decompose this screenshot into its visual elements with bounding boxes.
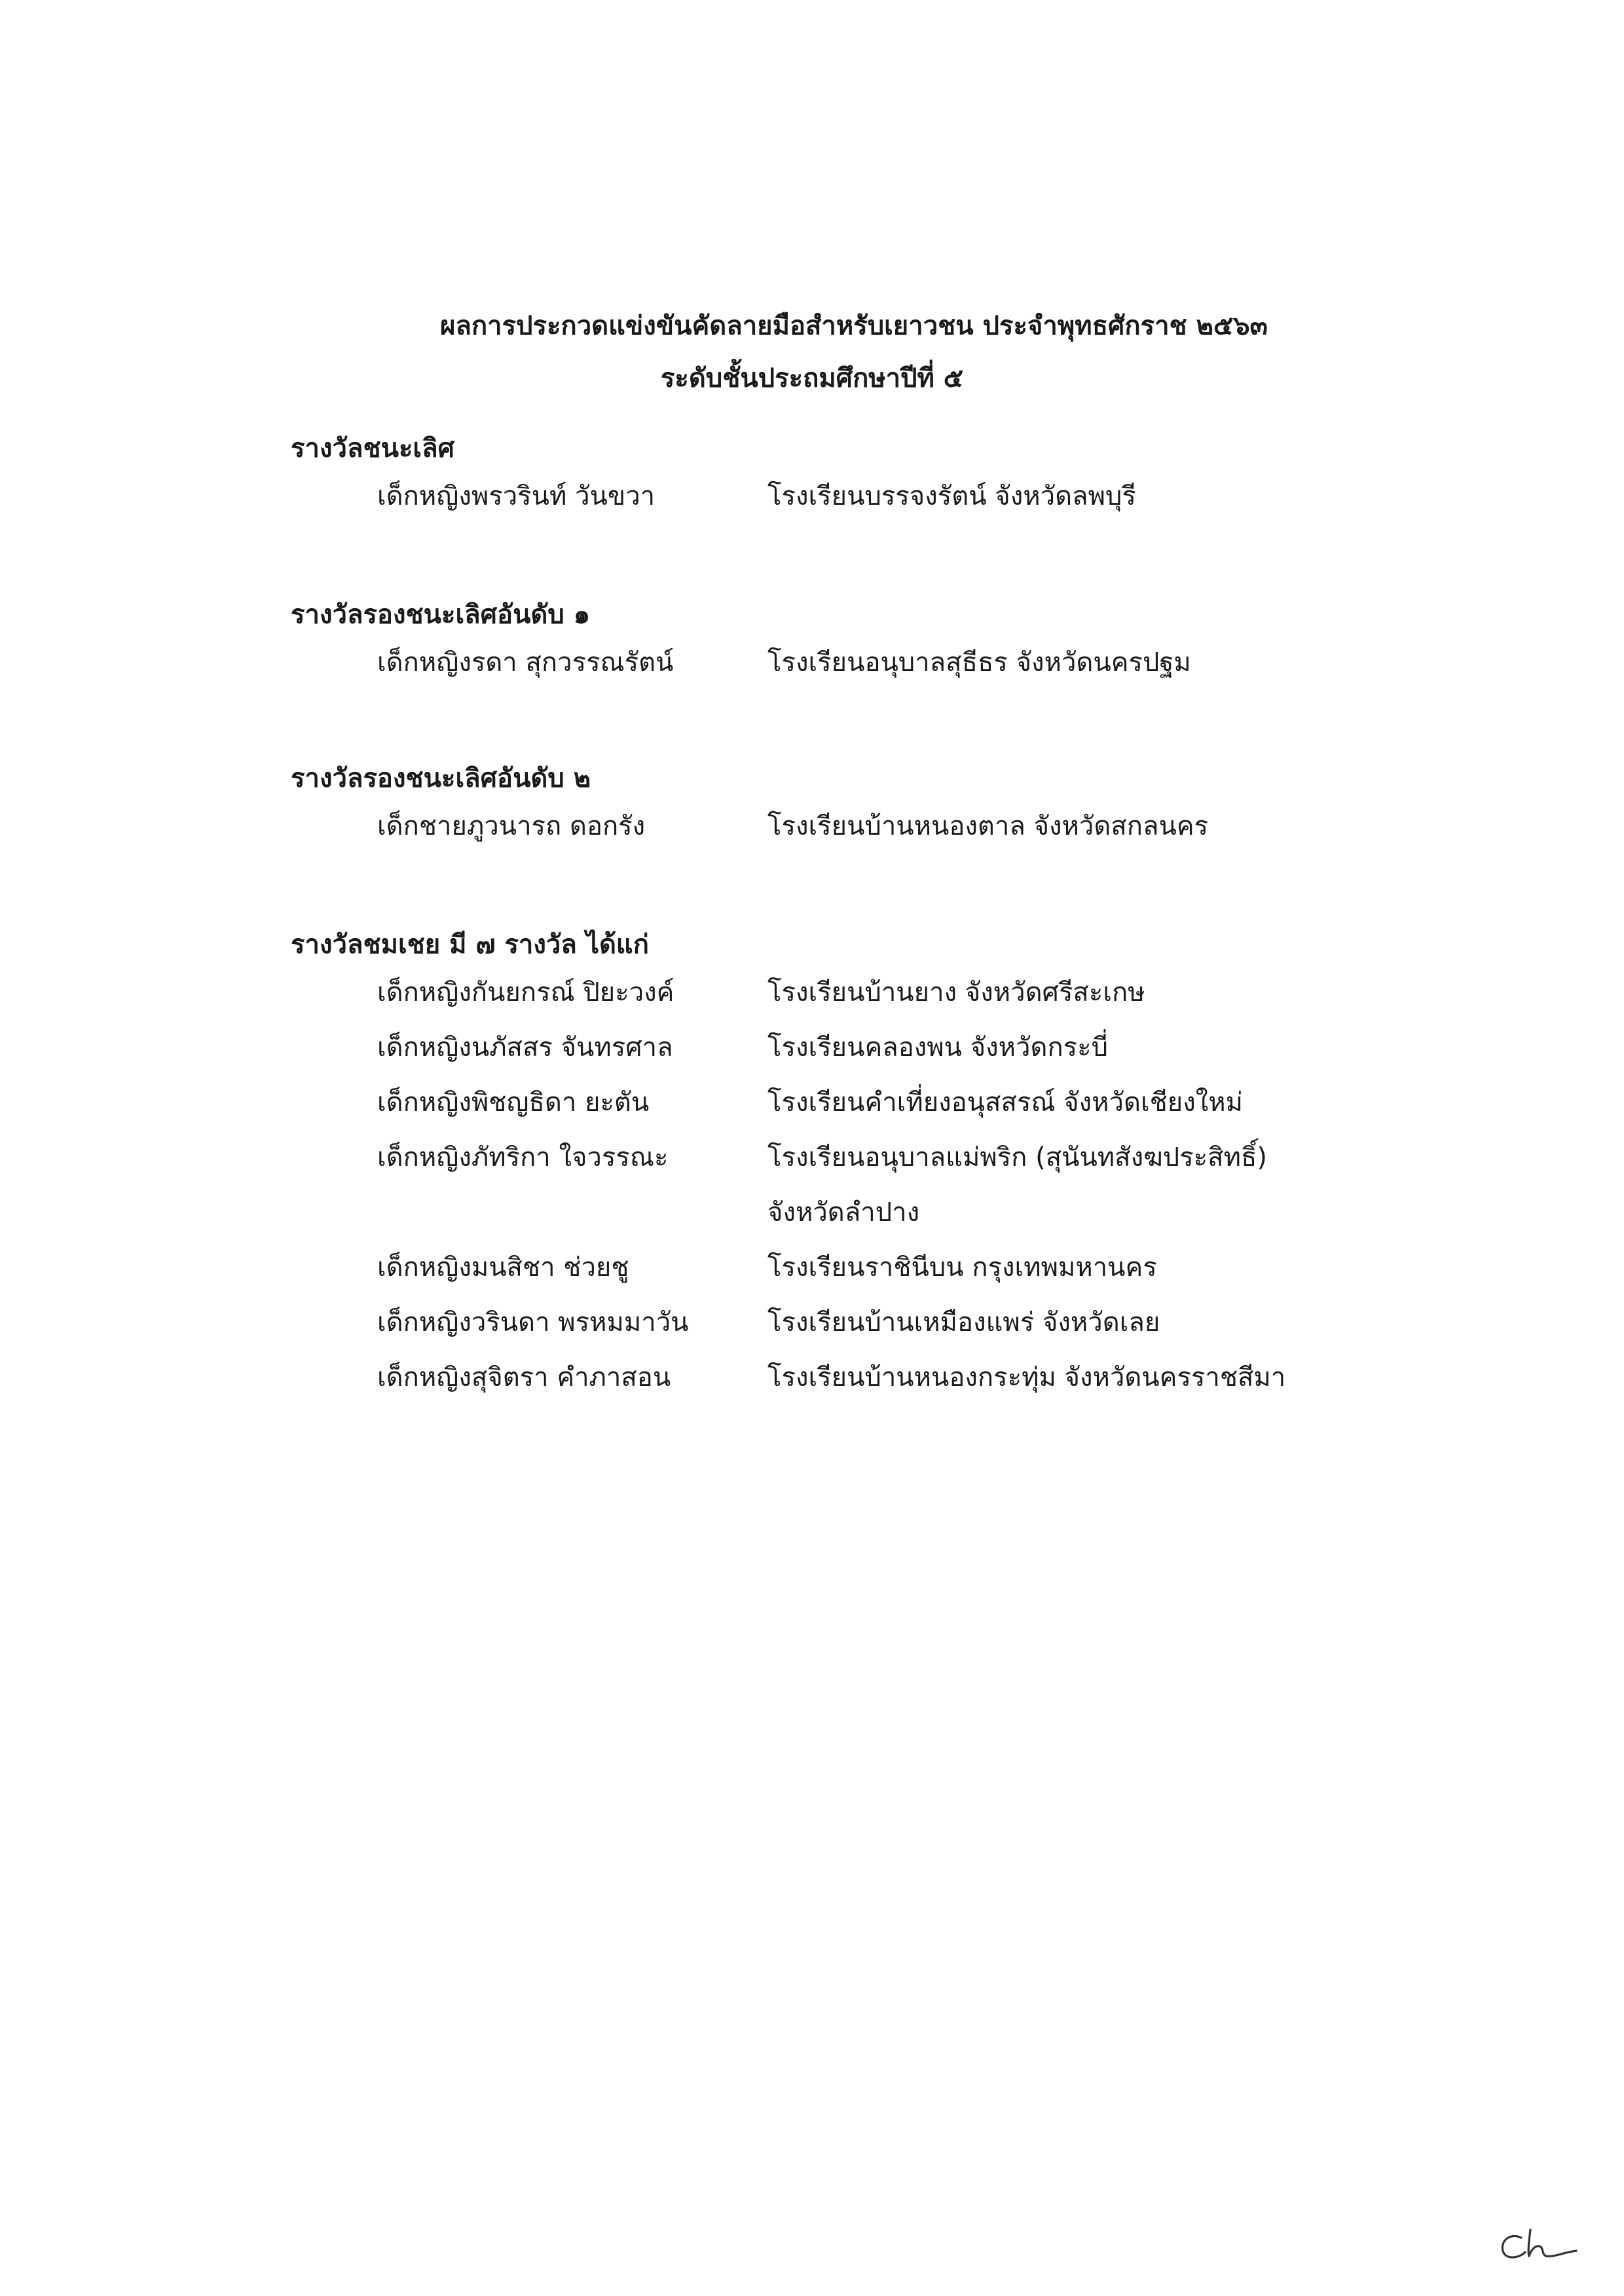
school-name: โรงเรียนบ้านเหมืองแพร่ จังหวัดเลย [767,1307,1160,1338]
school-name: โรงเรียนคำเที่ยงอนุสสรณ์ จังหวัดเชียงใหม่ [767,1087,1243,1118]
student-name: เด็กชายภูวนารถ ดอกรัง [377,811,646,841]
title-line-1: ผลการประกวดแข่งขันคัดลายมือสำหรับเยาวชน ประจำพุทธศักราช ๒๕๖๓ [440,311,1268,341]
student-name: เด็กหญิงภัทริกา ใจวรรณะ [377,1142,669,1173]
handwritten-initials [1496,2226,1581,2265]
award-entry [291,635,1535,690]
school-province: จังหวัดลำปาง [767,1197,920,1228]
student-name: เด็กหญิงวรินดา พรหมมาวัน [377,1307,689,1338]
student-name: เด็กหญิงนภัสสร จันทรศาล [377,1032,673,1063]
student-name: เด็กหญิงรดา สุกวรรณรัตน์ [377,647,674,678]
student-name: เด็กหญิงสุจิตรา คำภาสอน [377,1362,671,1393]
award-entry [291,1020,1535,1075]
student-name: เด็กหญิงกันยกรณ์ ปิยะวงค์ [377,977,674,1008]
section-heading: รางวัลรองชนะเลิศอันดับ ๒ [291,763,591,793]
award-entry [291,965,1535,1020]
award-entry [291,799,1535,854]
school-name: โรงเรียนราชินีบน กรุงเทพมหานคร [767,1252,1157,1283]
school-name: โรงเรียนบ้านหนองกระทุ่ม จังหวัดนครราชสีมา [767,1362,1286,1393]
school-name: โรงเรียนอนุบาลแม่พริก (สุนันทสังฆประสิทธิ์) [767,1142,1267,1173]
section-honorable-mention [291,924,1535,1405]
school-name: โรงเรียนคลองพน จังหวัดกระบี่ [767,1032,1109,1063]
section-runner-up-2 [291,758,1535,854]
award-entry [291,1075,1535,1130]
award-entry [291,1295,1535,1350]
school-name: โรงเรียนบ้านหนองตาล จังหวัดสกลนคร [767,811,1209,841]
section-heading: รางวัลชนะเลิศ [291,433,454,464]
award-entry [291,469,1535,524]
section-winner [291,428,1535,524]
award-entry [291,1130,1535,1240]
award-entry [291,1350,1535,1405]
school-name: โรงเรียนอนุบาลสุธีธร จังหวัดนครปฐม [767,647,1191,678]
school-name: โรงเรียนบ้านยาง จังหวัดศรีสะเกษ [767,977,1145,1008]
section-runner-up-1 [291,594,1535,690]
school-name: โรงเรียนบรรจงรัตน์ จังหวัดลพบุรี [767,481,1136,511]
section-heading: รางวัลรองชนะเลิศอันดับ ๑ [291,600,591,630]
student-name: เด็กหญิงพิชญธิดา ยะตัน [377,1087,650,1118]
student-name: เด็กหญิงมนสิชา ช่วยชู [377,1252,629,1283]
award-entry [291,1240,1535,1295]
title-line-2: ระดับชั้นประถมศึกษาปีที่ ๕ [660,363,964,393]
document-title [0,300,1624,405]
student-name: เด็กหญิงพรวรินท์ วันขวา [377,481,655,511]
section-heading: รางวัลชมเชย มี ๗ รางวัล ได้แก่ [291,930,649,960]
